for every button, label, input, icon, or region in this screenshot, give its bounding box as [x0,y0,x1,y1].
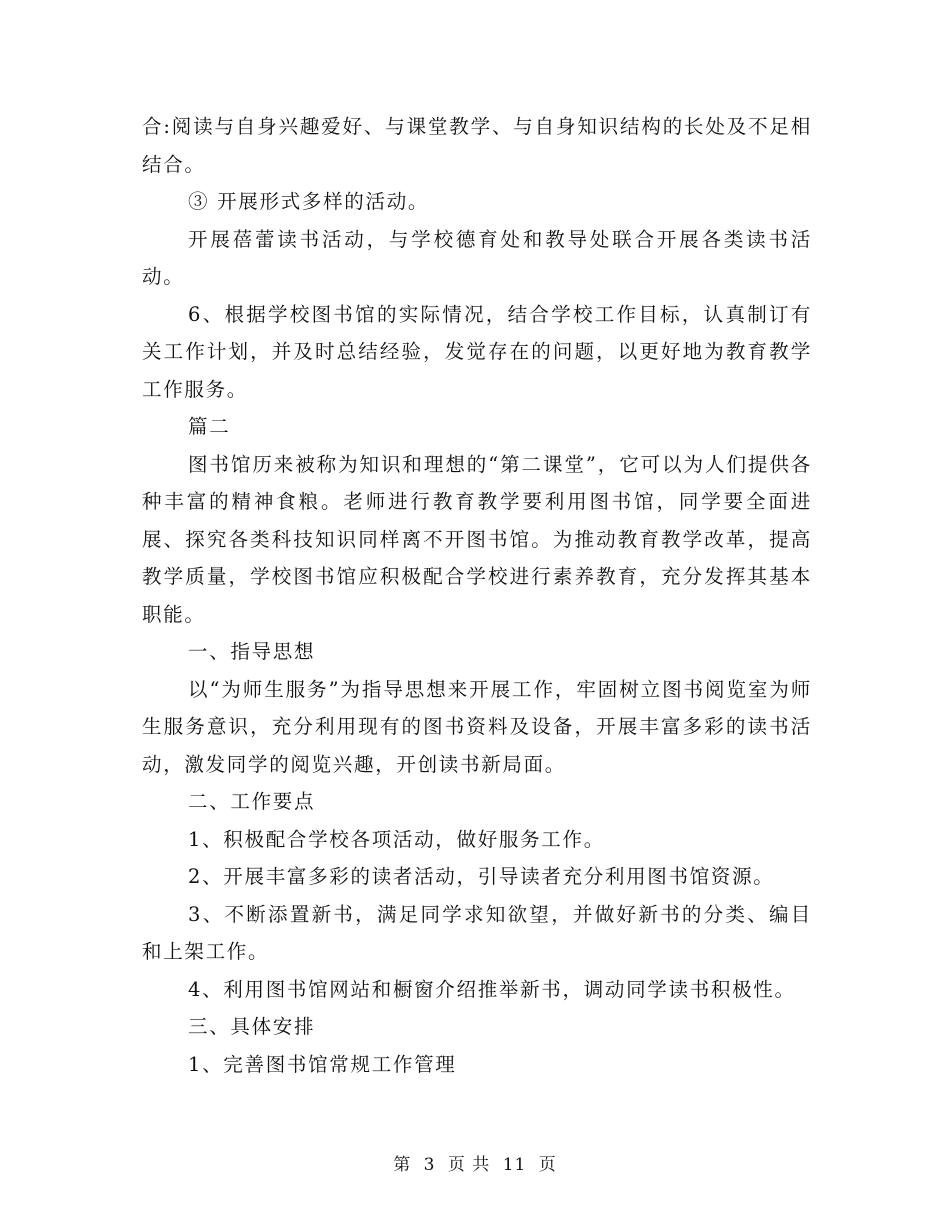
footer-middle: 页 共 [447,1155,491,1175]
paragraph-item-activities: ③ 开展形式多样的活动。 [188,190,430,213]
current-page-number: 3 [423,1155,436,1175]
list-item-work-point-1: 1、积极配合学校各项活动，做好服务工作。 [188,827,605,851]
page-footer [0,1150,950,1175]
list-item-work-point-4: 4、利用图书馆网站和橱窗介绍推举新书，调动同学读书积极性。 [188,977,796,1001]
section-heading-work-points: 二、工作要点 [188,790,316,813]
document-body [142,108,812,1083]
paragraph-continuation: 合:阅读与自身兴趣爱好、与课堂教学、与自身知识结构的长处及不足相结合。 [142,115,812,176]
section-heading-specific-arrangements: 三、具体安排 [188,1015,316,1038]
list-item-work-point-3: 3、不断添置新书，满足同学求知欲望，并做好新书的分类、编目和上架工作。 [142,902,812,963]
footer-suffix: 页 [538,1155,557,1175]
paragraph-library-intro: 图书馆历来被称为知识和理想的“第二课堂”，它可以为人们提供各种丰富的精神食粮。老师进行教育教学要利用图书馆，同学要全面进展、探究各类科技知识同样离不开图书馆。为推动教育教学改革，提高教学质量，学校图书馆应积极配合学校进行素养教育，充分发挥其基本职能。 [142,452,812,626]
list-item-work-point-2: 2、开展丰富多彩的读者活动，引导读者充分利用图书馆资源。 [188,865,775,888]
footer-prefix: 第 [393,1155,412,1175]
paragraph-item-6: 6、根据学校图书馆的实际情况，结合学校工作目标，认真制订有关工作计划，并及时总结经验，发觉存在的问题，以更好地为教育教学工作服务。 [142,302,812,401]
list-item-arrangement-1: 1、完善图书馆常规工作管理 [188,1052,457,1076]
total-page-count: 11 [502,1155,527,1175]
section-heading-part-two: 篇二 [188,415,231,438]
paragraph-reading-activities: 开展蓓蕾读书活动，与学校德育处和教导处联合开展各类读书活动。 [142,227,812,288]
paragraph-guiding-ideology: 以“为师生服务”为指导思想来开展工作，牢固树立图书阅览室为师生服务意识，充分利用现有的图书资料及设备，开展丰富多彩的读书活动，激发同学的阅览兴趣，开创读书新局面。 [142,677,812,776]
section-heading-guiding-ideology: 一、指导思想 [188,640,316,663]
